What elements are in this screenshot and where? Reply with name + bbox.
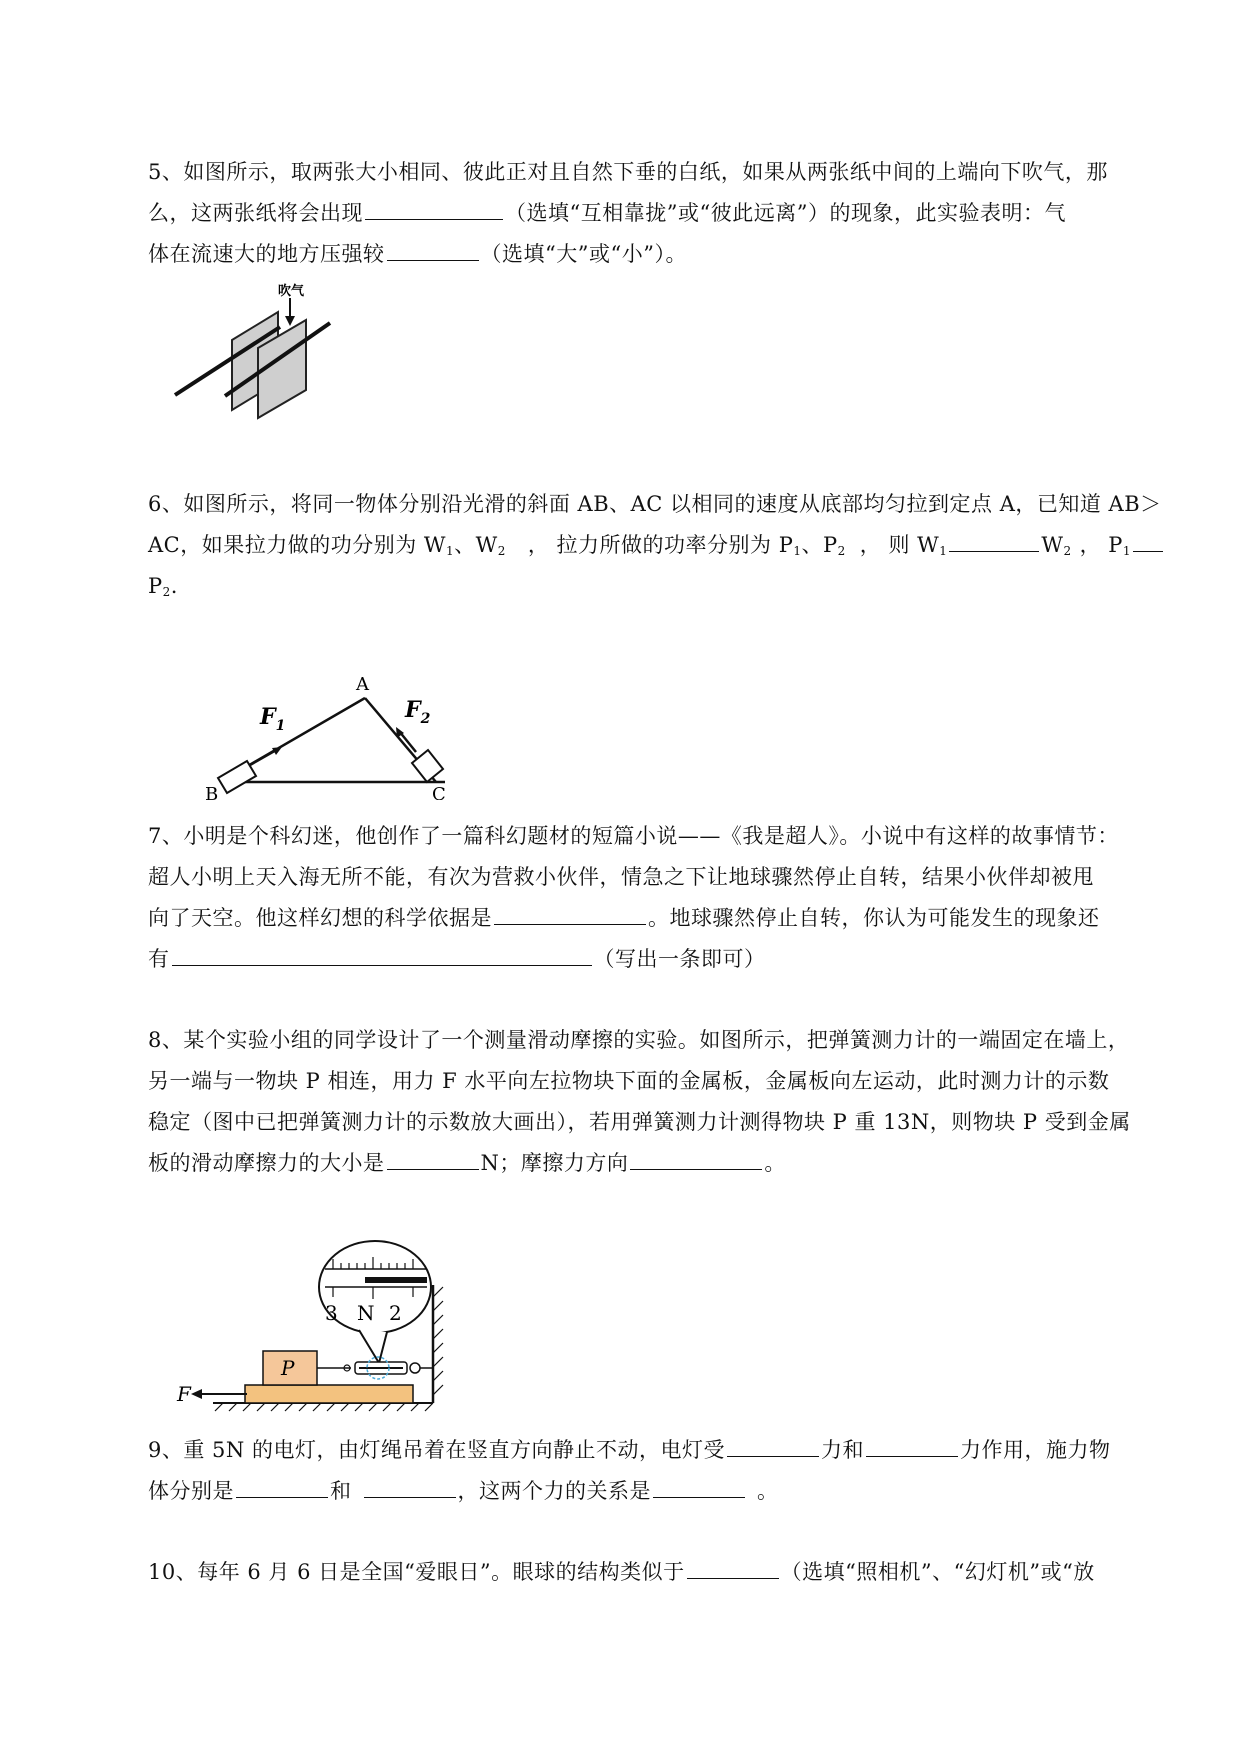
q6-sub: 1 [793, 544, 802, 558]
q8-wall-hatch [433, 1287, 443, 1395]
q9-blank-5[interactable] [653, 1475, 745, 1498]
q6-sub: 1 [446, 544, 455, 558]
q5-text: （选填“互相靠拢”或“彼此远离”）的现象，此实验表明：气 [505, 201, 1066, 225]
q7-text: （写出一条即可） [593, 947, 766, 971]
question-5 [148, 152, 1148, 275]
question-8 [148, 1020, 1148, 1184]
q5-text: 么，这两张纸将会出现 [148, 201, 363, 225]
q8-f-head [191, 1389, 202, 1399]
q5-line-3 [148, 234, 1148, 275]
q5-blow-label: 吹气 [278, 284, 305, 299]
q6-block-ab [218, 761, 256, 793]
q9-blank-4[interactable] [364, 1475, 456, 1498]
q8-metal-board [245, 1385, 413, 1403]
q6-sub: 2 [497, 544, 506, 558]
q9-blank-1[interactable] [727, 1434, 819, 1457]
q9-text: 力作用，施力物 [959, 1438, 1111, 1462]
q8-scale-label-n: N [357, 1301, 375, 1325]
q7-line-3 [148, 898, 1148, 939]
q6-blank-1[interactable] [949, 529, 1039, 552]
q8-line-2: 另一端与一物块 P 相连，用力 F 水平向左拉物块下面的金属板，金属板向左运动，此时测力计的示数 [148, 1069, 1110, 1093]
q6-line-1: 6、如图所示，将同一物体分别沿光滑的斜面 AB、AC 以相同的速度从底部均匀拉到定点 A，已知道 AB＞ [148, 492, 1162, 516]
q6-sub: 2 [162, 585, 171, 599]
q5-text: 体在流速大的地方压强较 [148, 242, 385, 266]
q6-label-f1: $F_1$ [260, 704, 286, 734]
q6-blank-2[interactable] [1133, 529, 1163, 552]
q5-text: （选填“大”或“小”）。 [480, 242, 687, 266]
q6-text: AC，如果拉力做的功分别为 W [148, 533, 446, 557]
q7-blank-2[interactable] [172, 943, 592, 966]
q8-line-4 [148, 1143, 1148, 1184]
q8-line-3: 稳定（图中已把弹簧测力计的示数放大画出），若用弹簧测力计测得物块 P 重 13N，则物块 P 受到金属 [148, 1110, 1131, 1134]
q8-blank-1[interactable] [387, 1147, 479, 1170]
q6-sub: 1 [939, 544, 948, 558]
q6-text: W [1041, 533, 1064, 557]
q5-line-2 [148, 193, 1148, 234]
q7-blank-1[interactable] [494, 902, 646, 925]
q6-text: ， P [1079, 533, 1123, 557]
q9-blank-3[interactable] [236, 1475, 328, 1498]
q9-text: 。 [757, 1479, 779, 1503]
q7-text: 有 [148, 947, 170, 971]
q7-text: 。地球骤然停止自转，你认为可能发生的现象还 [648, 906, 1100, 930]
question-10 [148, 1552, 1148, 1593]
q8-text: 。 [764, 1151, 786, 1175]
q6-label-c: C [432, 784, 446, 800]
q8-blank-2[interactable] [630, 1147, 762, 1170]
q9-text: 9、重 5N 的电灯，由灯绳吊着在竖直方向静止不动，电灯受 [148, 1438, 725, 1462]
q8-wall-ring [410, 1363, 420, 1373]
q5-blank-2[interactable] [387, 238, 479, 261]
q6-text: 、P [801, 533, 838, 557]
q6-text: . [170, 574, 178, 598]
q8-text: 板的滑动摩擦力的大小是 [148, 1151, 385, 1175]
q10-blank-1[interactable] [687, 1556, 779, 1579]
q6-line-2 [148, 525, 1148, 566]
q8-text: N；摩擦力方向 [480, 1151, 629, 1175]
q8-scale-label-3: 3 [325, 1301, 338, 1325]
q5-paper-figure [170, 282, 350, 462]
q9-text: ，这两个力的关系是 [457, 1479, 651, 1503]
q8-label-f: F [177, 1382, 191, 1406]
q6-sub: 2 [1063, 544, 1072, 558]
q8-label-p: P [281, 1356, 295, 1380]
q6-line-3 [148, 566, 1148, 607]
q7-line-2: 超人小明上天入海无所不能，有次为营救小伙伴，情急之下让地球骤然停止自转，结果小伙伴却被甩 [148, 865, 1094, 889]
q9-text: 力和 [820, 1438, 864, 1462]
q9-line-2 [148, 1471, 1148, 1512]
q6-text: ， 则 W [859, 533, 940, 557]
q6-block-ac [412, 750, 443, 782]
q6-force-f1-arrow [250, 749, 278, 765]
q9-blank-2[interactable] [866, 1434, 958, 1457]
q8-ground-hatch [215, 1403, 433, 1411]
q8-scale-pointer [365, 1277, 427, 1283]
q10-line-1 [148, 1552, 1148, 1593]
q8-friction-figure [175, 1235, 485, 1415]
q8-scale-label-2: 2 [389, 1301, 402, 1325]
question-9 [148, 1430, 1148, 1512]
q6-text: ， 拉力所做的功率分别为 P [527, 533, 794, 557]
q6-label-a: A [356, 674, 369, 695]
q9-text: 和 [330, 1479, 352, 1503]
q6-sub: 2 [837, 544, 846, 558]
q6-incline-figure [200, 670, 460, 800]
q5-line-1: 5、如图所示，取两张大小相同、彼此正对且自然下垂的白纸，如果从两张纸中间的上端向下吹气，那 [148, 160, 1108, 184]
q5-arrow-head [285, 316, 295, 326]
q6-label-b: B [205, 784, 219, 800]
question-7 [148, 816, 1148, 980]
q6-sub: 1 [1122, 544, 1132, 558]
q8-line-1: 8、某个实验小组的同学设计了一个测量滑动摩擦的实验。如图所示，把弹簧测力计的一端固定在墙上， [148, 1028, 1130, 1052]
q7-line-4 [148, 939, 1148, 980]
q7-text: 向了天空。他这样幻想的科学依据是 [148, 906, 492, 930]
q5-blank-1[interactable] [365, 197, 503, 220]
q7-line-1: 7、小明是个科幻迷，他创作了一篇科幻题材的短篇小说——《我是超人》。小说中有这样的故事情节： [148, 824, 1119, 848]
question-6 [148, 484, 1162, 607]
q9-line-1 [148, 1430, 1148, 1471]
q9-text: 体分别是 [148, 1479, 234, 1503]
q6-text: 、W [454, 533, 498, 557]
q10-text: （选填“照相机”、“幻灯机”或“放 [780, 1560, 1095, 1584]
q6-label-f2: $F_2$ [405, 697, 431, 727]
q10-text: 10、每年 6 月 6 日是全国“爱眼日”。眼球的结构类似于 [148, 1560, 685, 1584]
q6-text: P [148, 574, 163, 598]
